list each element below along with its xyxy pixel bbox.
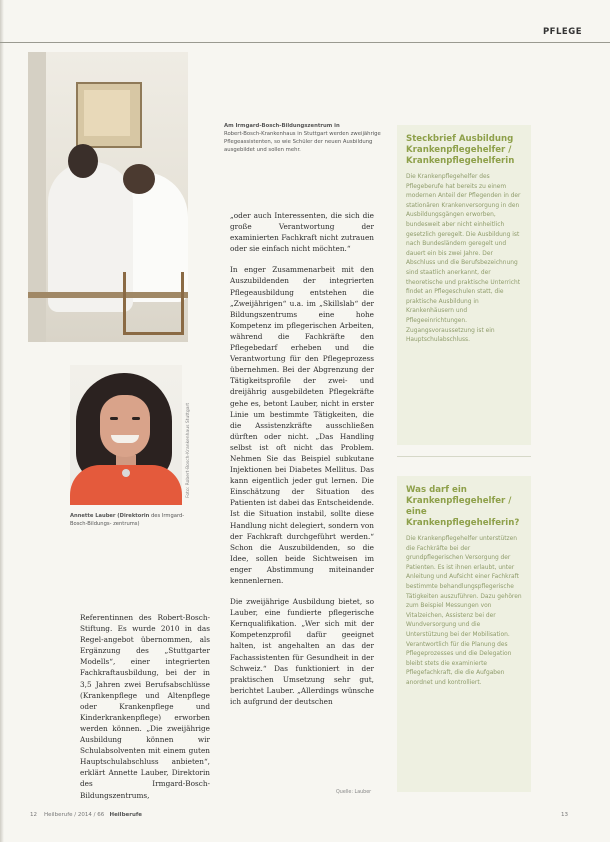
portrait-photo: [70, 365, 182, 505]
footer-issue: Heilberufe / 2014 / 66: [44, 812, 105, 818]
middle-column: [230, 210, 374, 717]
photo-wall: [28, 52, 46, 342]
portrait-face: [100, 395, 150, 457]
photo-pinboard-poster: [84, 90, 130, 136]
footer-page-left: 12: [30, 812, 37, 818]
footer-page-right: 13: [561, 812, 568, 818]
photo-student-left: [48, 162, 133, 312]
portrait-caption: [70, 512, 190, 528]
portrait-pendant: [122, 469, 130, 477]
portrait-eye-left: [110, 417, 118, 420]
photo-caption-title: Am Irmgard-Bosch-Bildungszentrum in: [224, 123, 340, 129]
portrait-caption-text: des Irmgard-Bosch-Bildungs- zentrums): [70, 513, 185, 527]
box-profile-body: Die Krankenpflegehelfer des Pflegeberufe hat bereits zu einem modernen Anteil der Pflegenden in der stationären Krankenversorgung in den Ausbildungsgängen erworben, bundesweit aber nicht einheitlich gesetzlich geregelt. Die Ausbildung ist nach Bundesländern geregelt und dauert ein bis zwei Jahre. Der Abschluss und die Berufsbezeichnung sind staatlich anerkannt, der theoretische und praktische Unterricht findet an Pflegeschulen statt, die praktische Ausbildung in Krankenhäusern und Pflegeeinrichtungen. Zugangsvoraussetzung ist ein Hauptschulabschluss.: [406, 174, 521, 344]
left-column: [80, 612, 210, 811]
sidebar-box-permissions: [397, 476, 531, 792]
photo-caption-text: Robert-Bosch-Krankenhaus in Stuttgart werden zweijährige Pflegeassistenten, so wie Schüler der neuen Ausbildung ausgebildet und sollen mehr.: [224, 131, 381, 153]
section-label: PFLEGE: [542, 27, 582, 37]
photo-student-head-left: [68, 144, 98, 178]
box-profile-title: Steckbrief Ausbildung Krankenpflegehelfer / Krankenpflegehelferin: [406, 134, 515, 166]
footer-magazine: Heilberufe: [109, 812, 142, 818]
photo-caption: [224, 122, 384, 154]
sidebar-divider: [397, 456, 531, 457]
box-permissions-title: Was darf ein Krankenpflegehelfer / eine Krankenpflegehelferin?: [406, 485, 520, 528]
left-paragraph-1: Referentinnen des Robert-Bosch-Stiftung. Es wurde 2010 in das Regel-angebot übernommen, als Ergänzung des „Stuttgarter Modells“, einer integrierten Fachkraftausbildung, bei der in 3,5 Jahren zwei Berufsabschlüsse (Krankenpflege und Altenpflege oder Krankenpflege und Kinderkrankenpflege) erworben werden können. „Die zweijährige Ausbildung können wir Schulabsolventen mit einem guten Hauptschulabschluss anbieten“, erklärt Annette Lauber, Direktorin des Irmgard-Bosch-Bildungszentrums,: [80, 613, 210, 800]
box-permissions-body: Die Krankenpflegehelfer unterstützen die Fachkräfte bei der grundpflegerischen Versorgung der Patienten. Es ist ihnen erlaubt, unter Anleitung und Aufsicht einer Fachkraft bestimmte behandlungspflegerische Tätigkeiten auszuführen. Dazu gehören zum Beispiel Messungen von Vitalzeichen, Assistenz bei der Wundversorgung und die Unterstützung bei der Mobilisation. Verantwortlich für die Planung des Pflegeprozesses und die Delegation bleibt stets die examinierte Pflegefachkraft, die die Aufgaben anordnet und kontrolliert.: [406, 536, 522, 686]
section-header-rule: [0, 24, 610, 43]
source-tag: Quelle: Lauber: [336, 790, 372, 795]
photo-credit: Foto: Robert-Bosch-Krankenhaus Stuttgart: [186, 402, 191, 498]
photo-student-head-right: [123, 164, 155, 194]
portrait-eye-right: [132, 417, 140, 420]
middle-paragraph-1: „oder auch Interessenten, die sich die große Verantwortung der examinierten Fachkraft nicht zutrauen oder sie einfach nicht möchten.“: [230, 211, 374, 254]
portrait-caption-title: Annette Lauber (Direktorin: [70, 513, 150, 519]
middle-paragraph-3: Die zweijährige Ausbildung bietet, so Lauber, eine fundierte pflegerische Kernqualifikation. „Wer sich mit der Kompetenzprofil dafür geeignet halten, ist angehalten an das der Fachassistenten für Gesundheit in der Schweiz.“ Das funktioniert in der praktischen Umsetzung sehr gut, berichtet Lauber. „Allerdings wünsche ich aufgrund der deutschen: [230, 597, 374, 706]
sidebar-box-profile: [397, 125, 531, 445]
portrait-smile: [111, 435, 139, 443]
middle-paragraph-2: In enger Zusammenarbeit mit den Auszubildenden der integrierten Pflegeausbildung entstehen die „Zweijährigen“ u.a. im „Skillslab“ der Bildungszentrums eine hohe Kompetenz im pflegerischen Arbeiten, während die Fachkräfte den Pflegebedarf erheben und die Verantwortung für den Pflegeprozess übernehmen. Bei der Abgrenzung der Tätigkeitsprofile der zwei- und dreijährig ausgebildeten Pflegekräfte gehe es, betont Lauber, nicht in erster Linie um bestimmte Tätigkeiten, die die Assistenzkräfte ausschließen dürften oder nicht. „Das Handling selbst ist oft nicht das Problem. Nehmen Sie das Beispiel subkutane Injektionen bei Diabetes Mellitus. Das kann eigentlich jeder gut lernen. Die Einschätzung der Situation des Patienten ist dabei das Entscheidende. Ist die Situation instabil, sollte diese Handlung nicht delegiert, sondern von der Fachkraft durchgeführt werden.“ Schon die Auszubildenden, so die Idee, sollen beide Sichtweisen im enger Abstimmung miteinander kennenlernen.: [230, 265, 374, 585]
training-photo: [28, 52, 188, 342]
page-edge-shadow: [0, 0, 4, 842]
footer-left: [30, 812, 142, 818]
photo-chair: [123, 272, 184, 335]
